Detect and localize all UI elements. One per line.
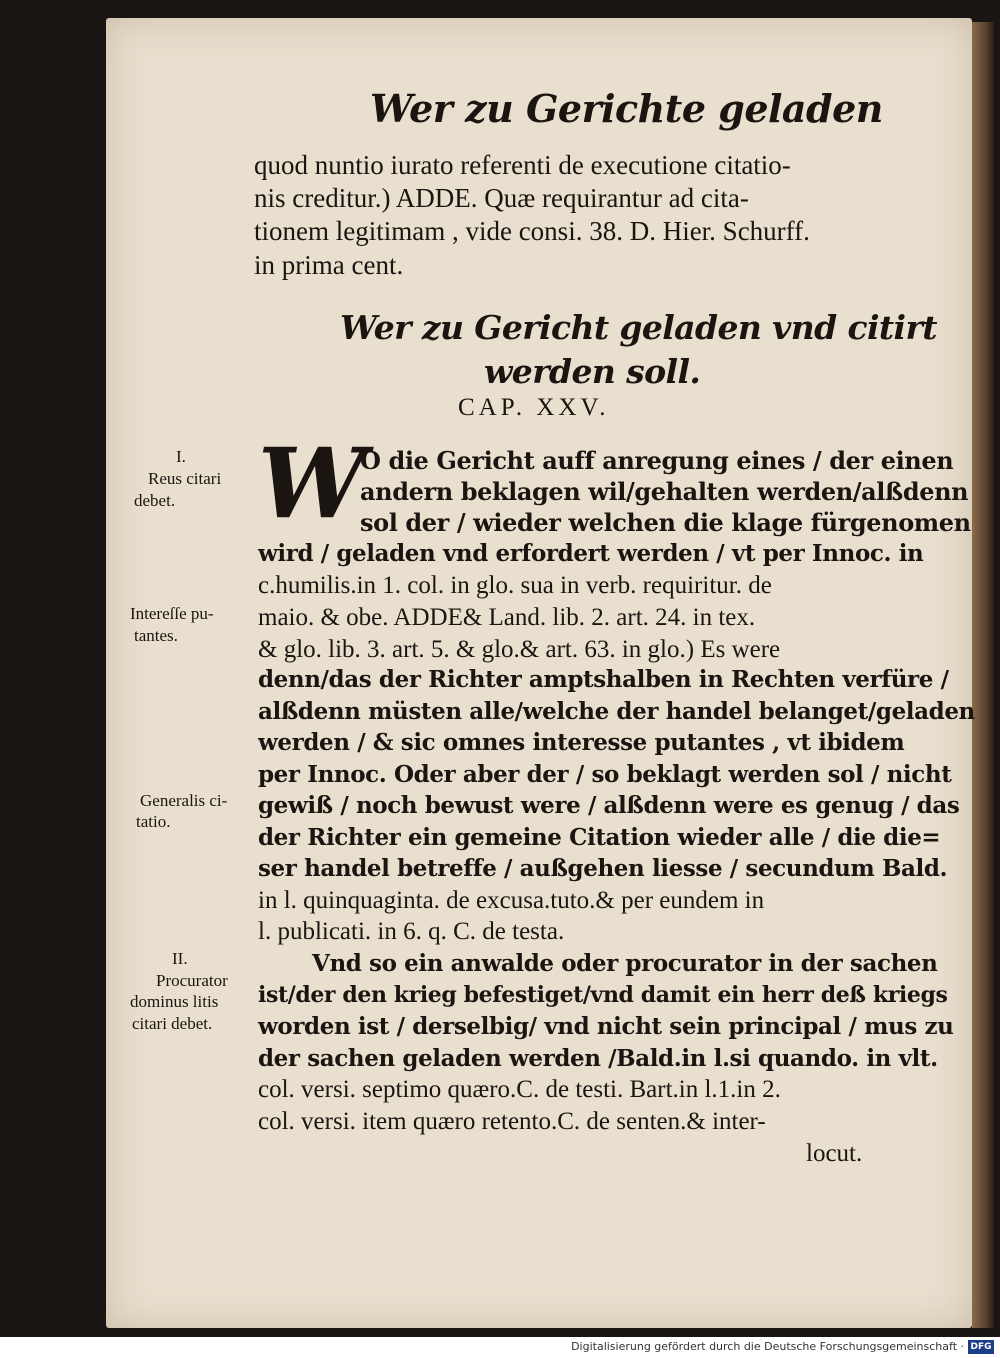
footer-bar <box>0 1337 1000 1358</box>
body-line: der sachen geladen werden /Bald.in l.si quando. in vlt. <box>258 1045 938 1072</box>
catchword: locut. <box>806 1140 863 1167</box>
body-line: denn/das der Richter amptshalben in Rechten verfüre / <box>258 666 949 693</box>
body-line: in l. quinquaginta. de excusa.tuto.& per eundem in <box>258 887 765 914</box>
body-line: alßdenn müsten alle/welche der handel belanget/geladen <box>258 698 975 725</box>
body-line: wird / geladen vnd erfordert werden / vt per Innoc. in <box>258 540 924 567</box>
body-line: der Richter ein gemeine Citation wieder alle / die die= <box>258 824 941 851</box>
margin-note: dominus litis <box>130 992 219 1011</box>
body-line: & glo. lib. 3. art. 5. & glo.& art. 63. in glo.) Es were <box>258 636 781 663</box>
text-line: nis creditur.) ADDE. Quæ requirantur ad cita- <box>254 183 749 213</box>
body-line: werden / & sic omnes interesse putantes , vt ibidem <box>258 729 905 756</box>
margin-note-number: I. <box>176 447 186 466</box>
chapter-heading-line2: werden soll. <box>484 352 701 391</box>
margin-note: debet. <box>134 491 176 510</box>
body-line: worden ist / derselbig/ vnd nicht sein principal / mus zu <box>258 1013 954 1040</box>
chapter-heading: Wer zu Gericht geladen vnd citirt <box>340 308 937 347</box>
body-line: maio. & obe. ADDE& Land. lib. 2. art. 24. in tex. <box>258 604 756 631</box>
body-line: andern beklagen wil/gehalten werden/alßdenn <box>360 477 969 506</box>
body-line: ser handel betreffe / außgehen liesse / secundum Bald. <box>258 855 948 882</box>
text-line: in prima cent. <box>254 250 404 280</box>
margin-note: tantes. <box>134 626 178 645</box>
body-line: ist/der den krieg befestiget/vnd damit ein herr deß kriegs <box>258 982 948 1008</box>
body-line: per Innoc. Oder aber der / so beklagt werden sol / nicht <box>258 761 952 788</box>
chapter-number: CAP. XXV. <box>458 394 610 421</box>
margin-note: tatio. <box>136 812 171 831</box>
dfg-logo: DFG <box>968 1340 994 1354</box>
margin-note: citari debet. <box>132 1014 213 1033</box>
body-line: O die Gericht auff anregung eines / der einen <box>360 446 954 475</box>
page-edge <box>972 22 994 1328</box>
margin-note: Generalis ci- <box>140 791 228 810</box>
drop-initial: W <box>258 427 366 540</box>
text-line: quod nuntio iurato referenti de executione citatio- <box>254 150 791 180</box>
body-line: col. versi. item quæro retento.C. de senten.& inter- <box>258 1108 766 1135</box>
margin-note-number: II. <box>172 949 188 968</box>
margin-note: Procurator <box>156 971 228 990</box>
body-line: c.humilis.in 1. col. in glo. sua in verb. requiritur. de <box>258 572 772 599</box>
body-line: col. versi. septimo quæro.C. de testi. Bart.in l.1.in 2. <box>258 1076 781 1103</box>
text-line: tionem legitimam , vide consi. 38. D. Hier. Schurff. <box>254 216 810 246</box>
running-head: Wer zu Gerichte geladen <box>370 86 883 131</box>
funding-notice: Digitalisierung gefördert durch die Deutsche Forschungsgemeinschaft · <box>571 1340 964 1353</box>
body-line: Vnd so ein anwalde oder procurator in der sachen <box>312 950 938 977</box>
body-line: sol der / wieder welchen die klage fürgenomen <box>360 508 971 537</box>
body-line: gewiß / noch bewust were / alßdenn were es genug / das <box>258 792 960 819</box>
margin-note: Reus citari <box>148 469 222 488</box>
margin-note: Intereſſe pu- <box>130 604 214 623</box>
body-line: l. publicati. in 6. q. C. de testa. <box>258 918 565 945</box>
